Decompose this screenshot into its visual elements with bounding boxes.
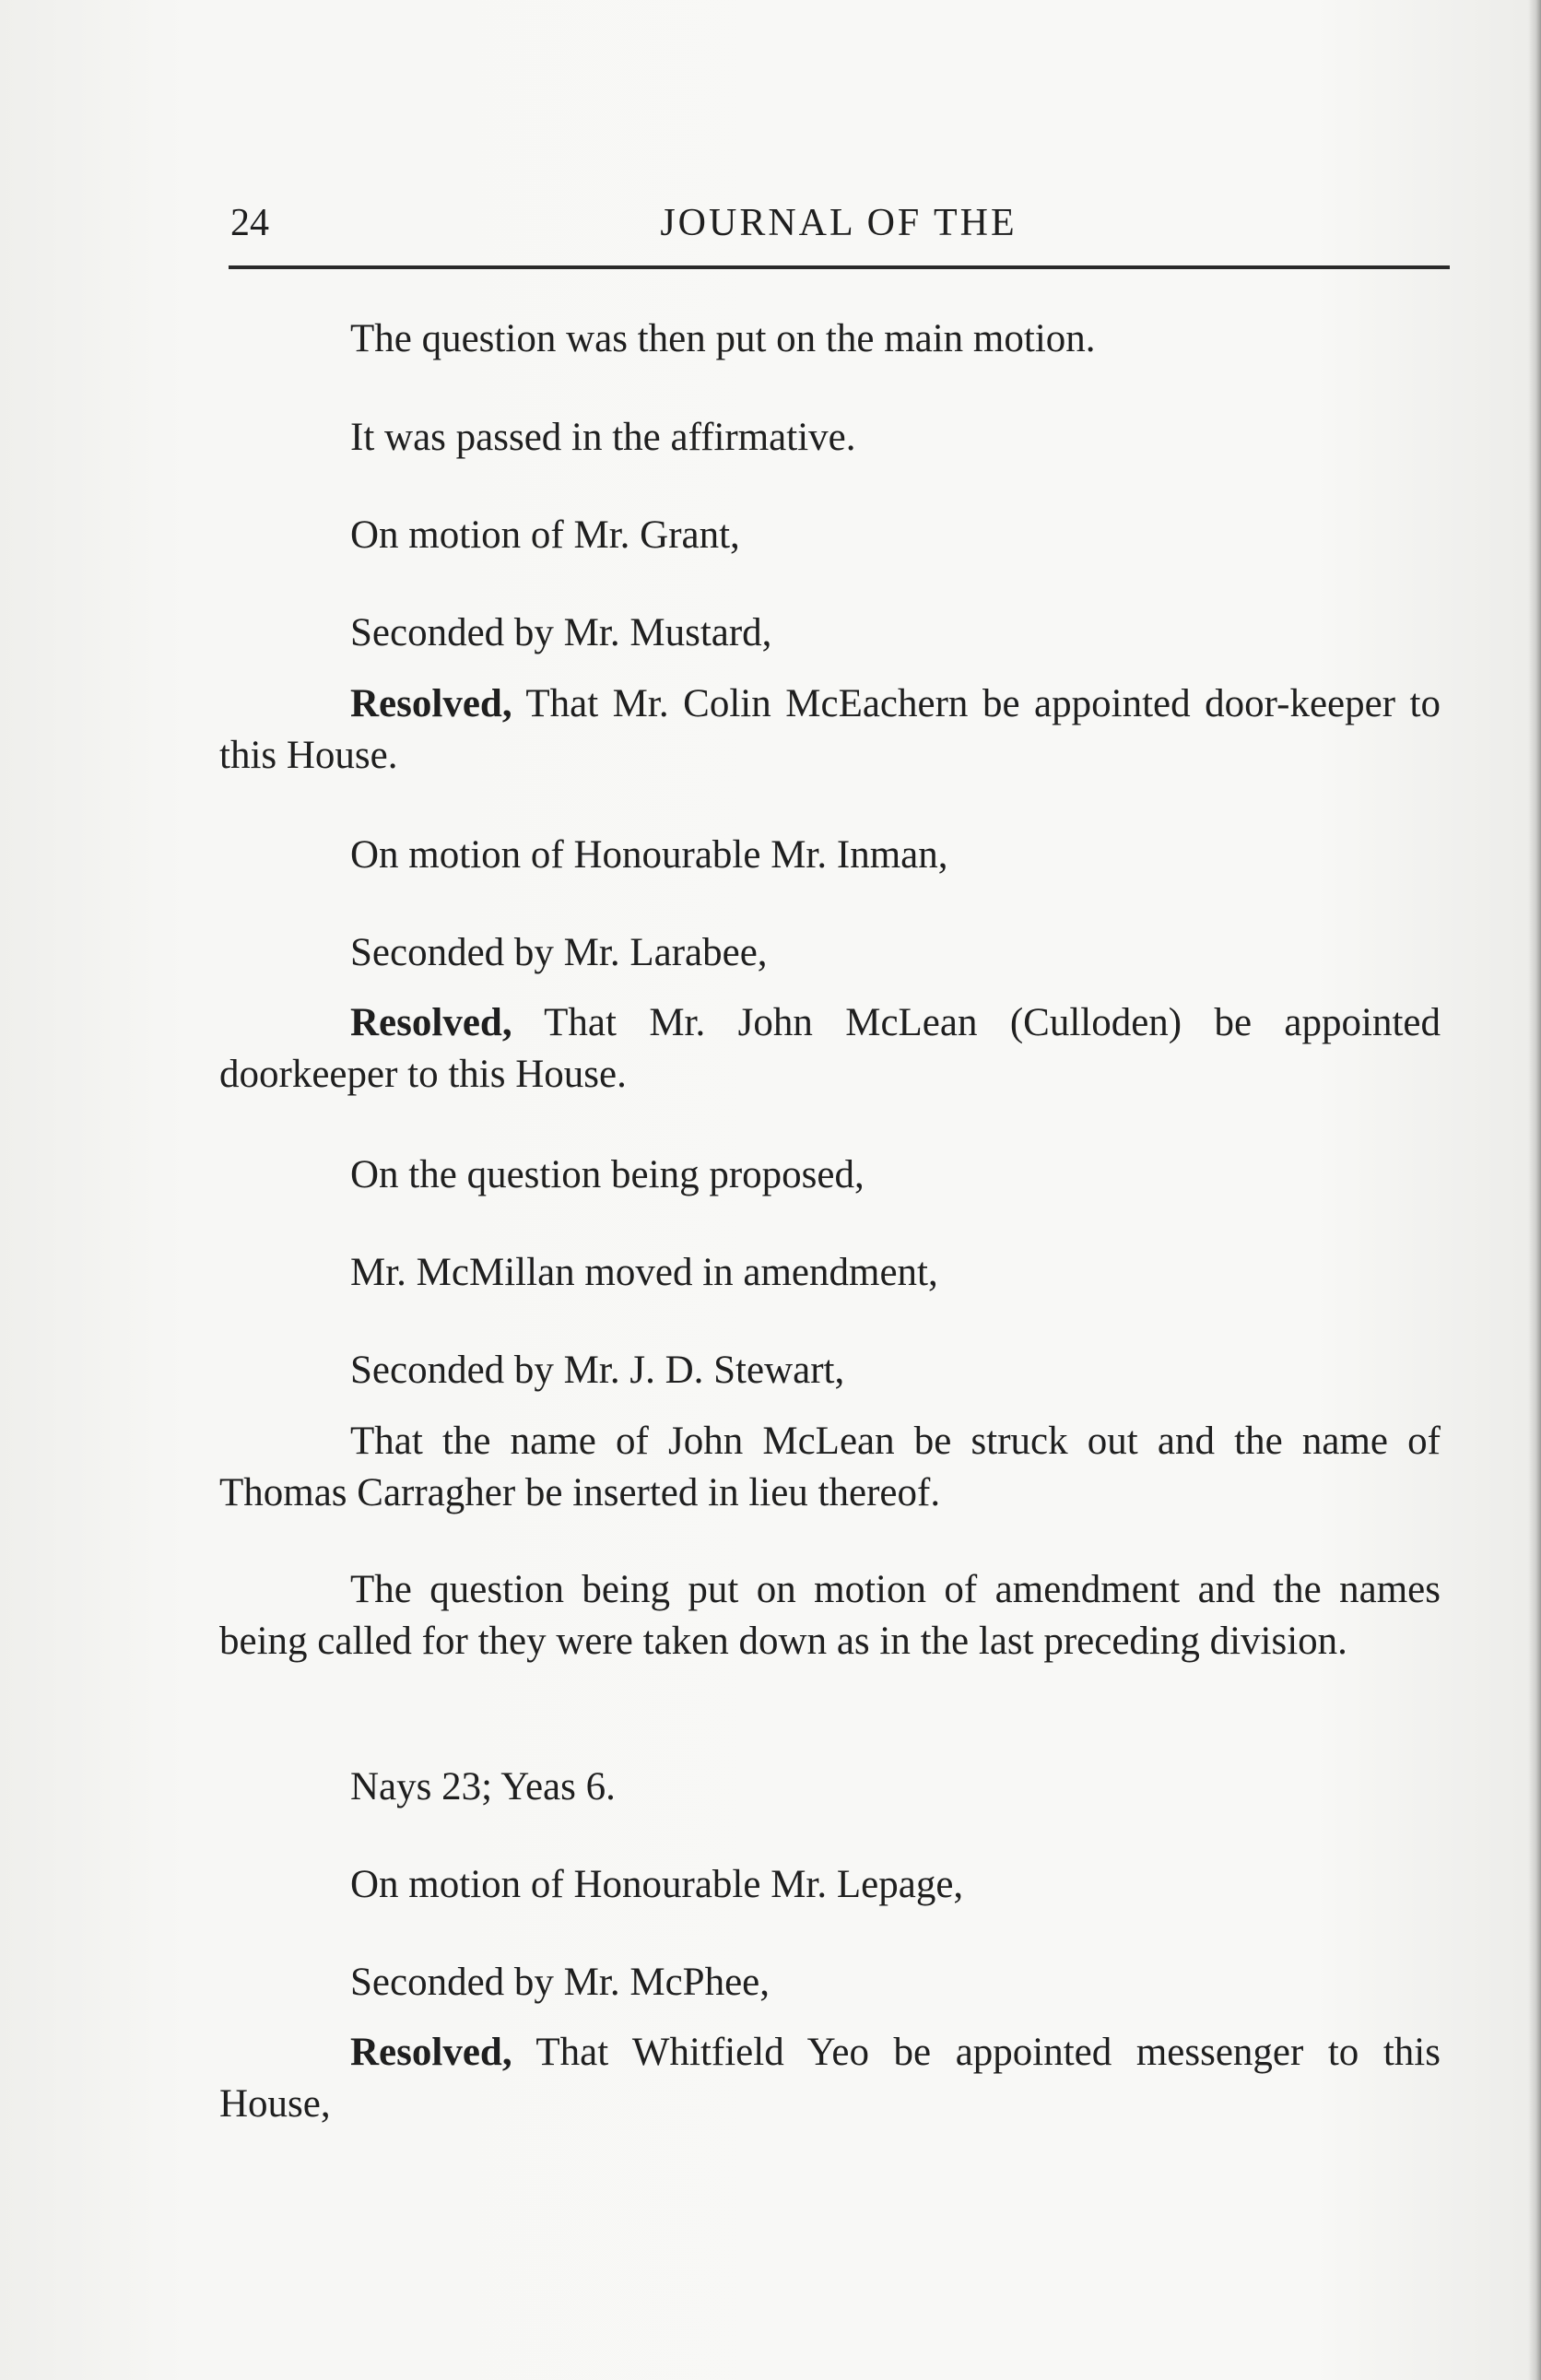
paragraph-amendment-text: That the name of John McLean be struck out and the name of Thomas Carragher be inserted in lieu thereof. (219, 1420, 1441, 1514)
resolved-label: Resolved, (350, 682, 512, 725)
paragraph-seconded-stewart: Seconded by Mr. J. D. Stewart, (350, 1349, 845, 1392)
paragraph-motion-grant: On motion of Mr. Grant, (350, 513, 740, 557)
paragraph-seconded-larabee: Seconded by Mr. Larabee, (350, 931, 768, 974)
paragraph-resolution-mceachern: Resolved, That Mr. Colin McEachern be appointed door-keeper to this House. (219, 682, 1441, 777)
paragraph-resolution-yeo: Resolved, That Whitfield Yeo be appointed messenger to this House, (219, 2031, 1441, 2126)
paragraph-vote-count: Nays 23; Yeas 6. (350, 1765, 616, 1809)
paragraph-motion-inman: On motion of Honourable Mr. Inman, (350, 833, 948, 877)
paragraph-seconded-mustard: Seconded by Mr. Mustard, (350, 611, 772, 654)
page-number: 24 (230, 202, 269, 244)
page-header (230, 195, 1447, 260)
paragraph-main-motion: The question was then put on the main motion. (350, 317, 1096, 360)
page-edge-shadow (1528, 0, 1541, 2380)
paragraph-resolution-mclean: Resolved, That Mr. John McLean (Culloden) be appointed doorkeeper to this House. (219, 1001, 1441, 1096)
resolved-label: Resolved, (350, 1001, 512, 1044)
paragraph-motion-lepage: On motion of Honourable Mr. Lepage, (350, 1863, 964, 1906)
paragraph-affirmative: It was passed in the affirmative. (350, 416, 856, 459)
running-head: JOURNAL OF THE (660, 202, 1018, 244)
paragraph-mcmillan-amendment: Mr. McMillan moved in amendment, (350, 1251, 938, 1294)
header-rule (229, 265, 1450, 269)
resolved-label: Resolved, (350, 2031, 512, 2074)
paragraph-seconded-mcphee: Seconded by Mr. McPhee, (350, 1961, 770, 2004)
paragraph-question-proposed: On the question being proposed, (350, 1153, 865, 1196)
paragraph-division: The question being put on motion of amendment and the names being called for they were taken down as in the last preceding division. (219, 1568, 1441, 1663)
